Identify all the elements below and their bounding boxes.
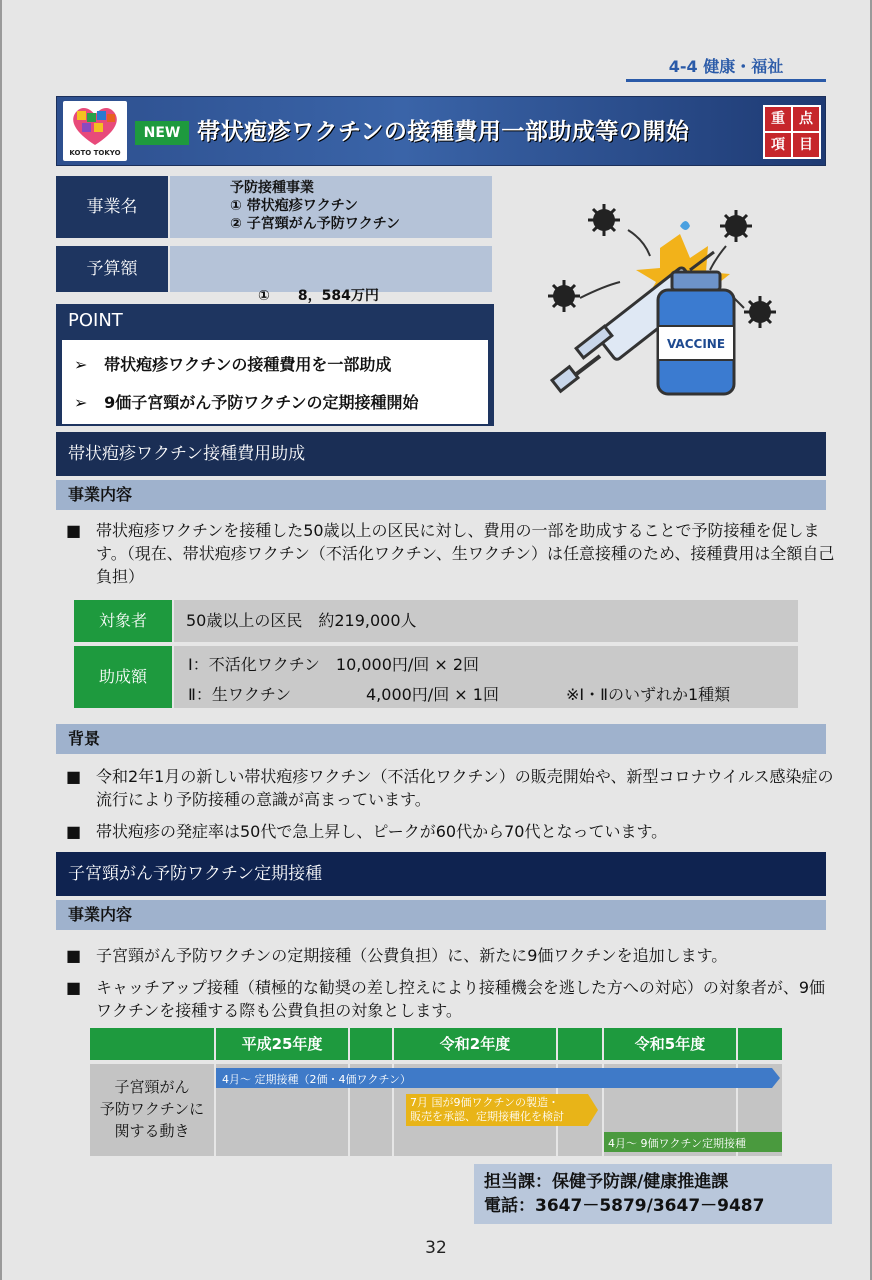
section2-content-text: 子宮頸がん予防ワクチンの定期接種（公費負担）に、新たに9価ワクチンを追加します。 [96, 946, 728, 965]
section2-content-label: 事業内容 [56, 900, 826, 930]
section2-content-text: キャッチアップ接種（積極的な勧奨の差し控えにより接種機会を逃した方への対応）の対象者が、9価ワクチンを接種する際も公費負担の対象とします。 [96, 978, 826, 1020]
vaccine-illustration [540, 186, 830, 416]
row-label-line: 子宮頸がん [114, 1078, 190, 1096]
point-box [56, 304, 494, 426]
subsidy-line-1: Ⅰ：不活化ワクチン 10,000円/回 × 2回 [188, 655, 480, 674]
background-label: 背景 [56, 724, 826, 754]
timeline-header-r5: 令和5年度 [604, 1028, 736, 1060]
budget-value [170, 246, 492, 304]
background-item [66, 765, 834, 813]
new-badge: NEW [135, 121, 189, 145]
point-title: POINT [68, 310, 123, 331]
vaccine-vial-icon [658, 272, 734, 394]
target-label: 対象者 [74, 600, 172, 642]
timeline-header-h25: 平成25年度 [216, 1028, 348, 1060]
project-name-line: ② 子宮頸がん予防ワクチン [230, 216, 401, 232]
budget-line: ① 8，584万円 [258, 288, 379, 304]
project-name-value [170, 176, 492, 238]
background-item-text: 帯状疱疹の発症率は50代で急上昇し、ピークが60代から70代となっています。 [96, 822, 668, 841]
subsidy-line-2a: Ⅱ：生ワクチン [188, 685, 292, 704]
row-label-line: 関する動き [114, 1122, 190, 1140]
project-name-line: 予防接種事業 [230, 180, 314, 196]
section2-heading: 子宮頸がん予防ワクチン定期接種 [56, 852, 826, 896]
timeline-header-gap [350, 1028, 392, 1060]
contact-department: 担当課：保健予防課/健康推進課 [484, 1172, 729, 1192]
subsidy-note: ※Ⅰ・Ⅱのいずれか1種類 [566, 685, 731, 704]
timeline-header-gap [558, 1028, 602, 1060]
key-mark-3: 項 [765, 133, 791, 157]
background-item [66, 820, 826, 844]
background-item-text: 令和2年1月の新しい帯状疱疹ワクチン（不活化ワクチン）の販売開始や、新型コロナウイルス感染症の流行により予防接種の意識が高まっています。 [96, 767, 834, 809]
subsidy-label: 助成額 [74, 646, 172, 708]
title-banner [56, 96, 826, 166]
svg-text:KOTO TOKYO: KOTO TOKYO [69, 149, 121, 157]
subsidy-value [174, 646, 798, 708]
section-reference: 4-4 健康・福祉 [626, 54, 826, 82]
target-value: 50歳以上の区民 約219,000人 [174, 600, 798, 642]
arrow-icon: ➢ [74, 355, 88, 374]
key-mark-1: 重 [765, 107, 791, 131]
page-number: 32 [425, 1238, 447, 1258]
timeline-arrow-1-label: 4月～ 定期接種（2価・4価ワクチン） [222, 1073, 411, 1086]
key-mark-4: 目 [793, 133, 819, 157]
square-bullet-icon: ■ [66, 946, 82, 965]
arrow-2-line: 販売を承認、定期接種化を検討 [410, 1110, 564, 1123]
square-bullet-icon: ■ [66, 822, 82, 841]
contact-phone: 電話：3647－5879/3647－9487 [484, 1196, 765, 1216]
timeline-table [90, 1028, 782, 1158]
budget-label: 予算額 [56, 246, 168, 292]
square-bullet-icon: ■ [66, 521, 82, 540]
row-label-line: 予防ワクチンに [99, 1100, 205, 1118]
timeline-header-blank [90, 1028, 214, 1060]
arrow-icon: ➢ [74, 393, 88, 412]
subsidy-line-2b: 4,000円/回 × 1回 [366, 685, 499, 704]
timeline-arrow-2-label [410, 1096, 564, 1124]
square-bullet-icon: ■ [66, 978, 82, 997]
project-name-label: 事業名 [56, 176, 168, 238]
contact-box [474, 1164, 832, 1224]
timeline-header-gap [738, 1028, 782, 1060]
section2-content-item [66, 944, 826, 968]
point-item-text: 9価子宮頸がん予防ワクチンの定期接種開始 [104, 393, 419, 412]
point-list [62, 340, 488, 424]
project-name-line: ① 帯状疱疹ワクチン [230, 198, 359, 214]
svg-text:VACCINE: VACCINE [666, 337, 726, 351]
point-item [74, 390, 418, 413]
timeline-arrow-3-label: 4月～ 9価ワクチン定期接種 [608, 1137, 746, 1150]
arrow-2-line: 7月 国が9価ワクチンの製造・ [410, 1096, 559, 1109]
section1-heading: 帯状疱疹ワクチン接種費用助成 [56, 432, 826, 476]
section2-content-item [66, 976, 826, 1024]
square-bullet-icon: ■ [66, 767, 82, 786]
timeline-row-label [90, 1064, 214, 1156]
section1-content-label: 事業内容 [56, 480, 826, 510]
section1-content-text: 帯状疱疹ワクチンを接種した50歳以上の区民に対し、費用の一部を助成することで予防接種を促します。（現在、帯状疱疹ワクチン（不活化ワクチン、生ワクチン）は任意接種のため、接種費用は全額自己負担） [96, 521, 835, 586]
key-mark-2: 点 [793, 107, 819, 131]
page-title: 帯状疱疹ワクチンの接種費用一部助成等の開始 [197, 119, 690, 145]
koto-logo [63, 101, 127, 161]
key-item-marker [763, 105, 821, 159]
point-item [74, 352, 391, 375]
timeline-header-r2: 令和2年度 [394, 1028, 556, 1060]
section1-content-item [66, 519, 835, 591]
point-item-text: 帯状疱疹ワクチンの接種費用を一部助成 [104, 355, 392, 374]
